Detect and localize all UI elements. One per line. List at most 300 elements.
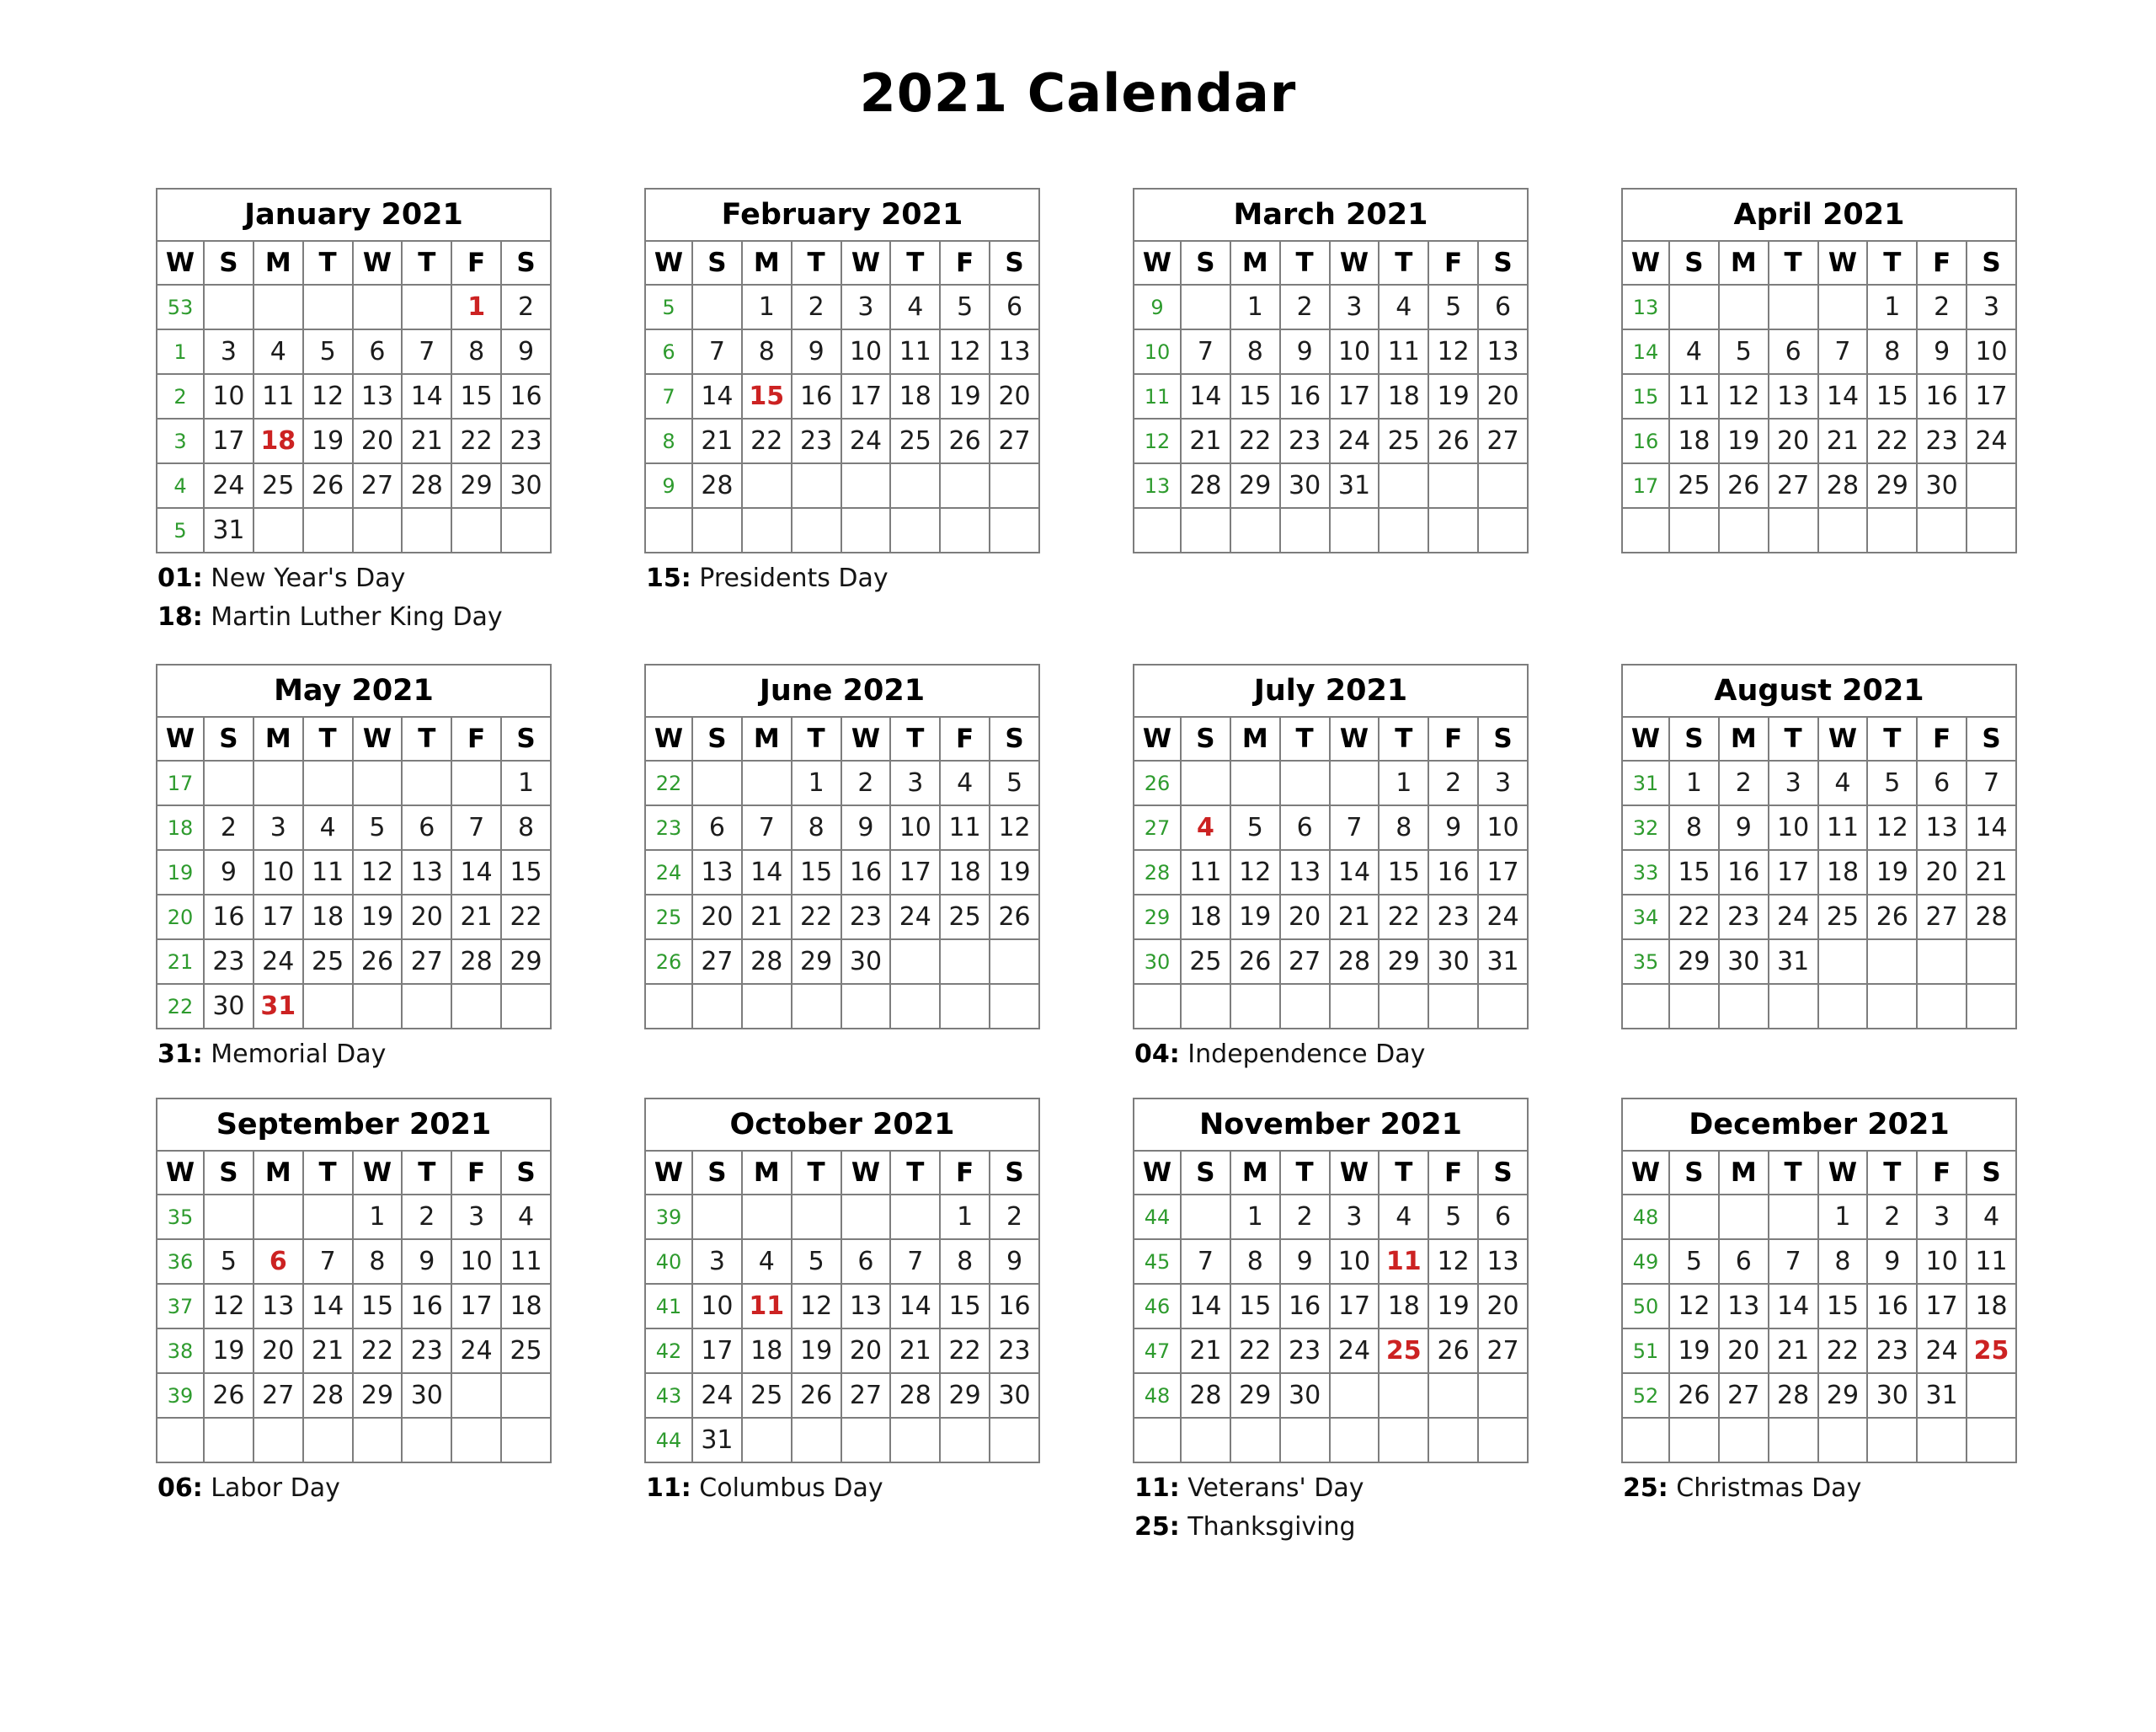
- day-cell: 11: [253, 374, 303, 419]
- day-cell: 24: [841, 419, 891, 463]
- weekday-header: M: [1230, 241, 1280, 285]
- day-cell: 23: [204, 939, 253, 984]
- week-number-cell: 23: [645, 805, 692, 850]
- day-cell: 19: [990, 850, 1039, 895]
- weekday-header: S: [501, 1151, 551, 1195]
- day-cell: 30: [1867, 1373, 1917, 1418]
- day-cell: [1280, 984, 1330, 1029]
- day-cell: 23: [1280, 1328, 1330, 1373]
- week-column-header: W: [1134, 1151, 1181, 1195]
- day-cell: 29: [1230, 463, 1280, 508]
- day-cell: 12: [303, 374, 353, 419]
- holiday-item: [646, 564, 1040, 594]
- day-cell: 21: [890, 1328, 940, 1373]
- day-cell: 23: [1428, 895, 1478, 939]
- day-cell: 10: [1478, 805, 1528, 850]
- week-row: [645, 1195, 1039, 1239]
- day-cell: 15: [940, 1284, 990, 1328]
- day-cell: 30: [1280, 463, 1330, 508]
- month-september: [156, 1098, 552, 1553]
- weekday-header-row: [1134, 717, 1528, 761]
- day-cell: 26: [792, 1373, 841, 1418]
- day-cell: [204, 1195, 253, 1239]
- day-cell-holiday: 11: [1379, 1239, 1428, 1284]
- day-cell: [1967, 463, 2016, 508]
- day-cell: 24: [1967, 419, 2016, 463]
- week-row: [1134, 508, 1528, 553]
- day-cell: 24: [1478, 895, 1528, 939]
- day-cell: 16: [1428, 850, 1478, 895]
- holiday-list-december: [1621, 1473, 2017, 1504]
- day-cell: 8: [1867, 329, 1917, 374]
- day-cell: [402, 285, 451, 329]
- day-cell: 28: [1330, 939, 1380, 984]
- day-cell: [303, 1195, 353, 1239]
- day-cell: [1967, 984, 2016, 1029]
- weekday-header: F: [451, 717, 501, 761]
- day-cell: 16: [792, 374, 841, 419]
- day-cell: [1280, 1418, 1330, 1462]
- day-cell: [1379, 1418, 1428, 1462]
- day-cell: 16: [402, 1284, 451, 1328]
- month-november: [1133, 1098, 1529, 1553]
- day-cell: 30: [1280, 1373, 1330, 1418]
- weekday-header: S: [1181, 241, 1230, 285]
- day-cell: 7: [1181, 329, 1230, 374]
- day-cell: 21: [1769, 1328, 1818, 1373]
- day-cell: [451, 761, 501, 805]
- week-row: [1134, 1328, 1528, 1373]
- day-cell: 6: [1478, 1195, 1528, 1239]
- day-cell: 2: [1280, 1195, 1330, 1239]
- week-number-cell: 36: [157, 1239, 204, 1284]
- week-row: [645, 895, 1039, 939]
- day-cell: 11: [501, 1239, 551, 1284]
- day-cell: 2: [1917, 285, 1967, 329]
- day-cell: 5: [353, 805, 403, 850]
- day-cell: 14: [692, 374, 742, 419]
- day-cell: 13: [1478, 1239, 1528, 1284]
- week-number-cell: 8: [645, 419, 692, 463]
- day-cell: 12: [792, 1284, 841, 1328]
- day-cell: 19: [204, 1328, 253, 1373]
- day-cell: 18: [1181, 895, 1230, 939]
- day-cell: 28: [303, 1373, 353, 1418]
- day-cell: [1181, 1418, 1230, 1462]
- day-cell: 21: [742, 895, 792, 939]
- week-number-cell: 26: [645, 939, 692, 984]
- day-cell: 3: [841, 285, 891, 329]
- day-cell: [1478, 508, 1528, 553]
- week-column-header: W: [157, 1151, 204, 1195]
- month-title-row: [1622, 189, 2016, 241]
- holiday-name: Labor Day: [202, 1473, 340, 1504]
- day-cell: 20: [1478, 374, 1528, 419]
- week-row: [645, 1373, 1039, 1418]
- week-row: [1622, 1284, 2016, 1328]
- weekday-header: W: [841, 241, 891, 285]
- day-cell: 7: [1967, 761, 2016, 805]
- day-cell: 2: [841, 761, 891, 805]
- month-table-february: [644, 188, 1040, 553]
- week-number-cell: 32: [1622, 805, 1669, 850]
- month-title-row: [645, 1099, 1039, 1151]
- weekday-header: S: [990, 717, 1039, 761]
- month-title: July 2021: [1134, 665, 1528, 717]
- month-title-row: [1622, 1099, 2016, 1151]
- day-cell: 19: [1719, 419, 1769, 463]
- day-cell: 11: [1967, 1239, 2016, 1284]
- day-cell: 23: [1917, 419, 1967, 463]
- month-june: [644, 664, 1040, 1098]
- month-title-row: [157, 1099, 551, 1151]
- week-column-header: W: [645, 717, 692, 761]
- day-cell: 7: [742, 805, 792, 850]
- week-number-cell: [645, 508, 692, 553]
- week-row: [645, 984, 1039, 1029]
- month-title-row: [1622, 665, 2016, 717]
- weekday-header: S: [990, 1151, 1039, 1195]
- week-number-cell: 37: [157, 1284, 204, 1328]
- week-number-cell: 14: [1622, 329, 1669, 374]
- day-cell: 17: [253, 895, 303, 939]
- day-cell: [1478, 1373, 1528, 1418]
- day-cell-holiday: 18: [253, 419, 303, 463]
- day-cell: 4: [742, 1239, 792, 1284]
- weekday-header: S: [1478, 717, 1528, 761]
- day-cell: 15: [353, 1284, 403, 1328]
- day-cell: 5: [1428, 1195, 1478, 1239]
- week-column-header: W: [645, 241, 692, 285]
- day-cell: [402, 508, 451, 553]
- holiday-day-label: 31:: [157, 1040, 203, 1070]
- day-cell: [303, 1418, 353, 1462]
- week-number-cell: 44: [645, 1418, 692, 1462]
- week-row: [645, 374, 1039, 419]
- day-cell: [1917, 984, 1967, 1029]
- week-number-cell: 39: [645, 1195, 692, 1239]
- day-cell: 13: [990, 329, 1039, 374]
- week-row: [645, 285, 1039, 329]
- day-cell: 27: [1280, 939, 1330, 984]
- weekday-header-row: [1134, 241, 1528, 285]
- day-cell: 3: [451, 1195, 501, 1239]
- day-cell: [1719, 1195, 1769, 1239]
- day-cell: [742, 508, 792, 553]
- day-cell: 25: [1181, 939, 1230, 984]
- weekday-header: T: [1280, 717, 1330, 761]
- week-row: [645, 850, 1039, 895]
- day-cell: 9: [501, 329, 551, 374]
- week-row: [1622, 1239, 2016, 1284]
- day-cell: 19: [1428, 1284, 1478, 1328]
- month-table-september: [156, 1098, 552, 1463]
- day-cell: [841, 463, 891, 508]
- day-cell: [1917, 939, 1967, 984]
- day-cell: 7: [890, 1239, 940, 1284]
- day-cell: 22: [353, 1328, 403, 1373]
- holiday-name: Memorial Day: [202, 1040, 387, 1070]
- day-cell: 20: [1917, 850, 1967, 895]
- day-cell: 17: [204, 419, 253, 463]
- weekday-header: S: [204, 241, 253, 285]
- day-cell: 8: [451, 329, 501, 374]
- day-cell: 17: [1967, 374, 2016, 419]
- day-cell: 21: [1967, 850, 2016, 895]
- month-title: August 2021: [1622, 665, 2016, 717]
- month-february: [644, 188, 1040, 664]
- day-cell: 7: [1181, 1239, 1230, 1284]
- week-row: [1622, 850, 2016, 895]
- holiday-list-november: [1133, 1473, 1529, 1542]
- week-number-cell: 41: [645, 1284, 692, 1328]
- week-row: [1134, 850, 1528, 895]
- week-number-cell: 10: [1134, 329, 1181, 374]
- week-row: [1134, 1284, 1528, 1328]
- week-number-cell: 52: [1622, 1373, 1669, 1418]
- day-cell: 9: [841, 805, 891, 850]
- week-number-cell: 7: [645, 374, 692, 419]
- weekday-header: T: [402, 241, 451, 285]
- day-cell: 10: [890, 805, 940, 850]
- day-cell: 20: [1280, 895, 1330, 939]
- weekday-header: T: [1379, 241, 1428, 285]
- day-cell: 7: [402, 329, 451, 374]
- holiday-day-label: 18:: [157, 602, 203, 633]
- day-cell: 31: [1478, 939, 1528, 984]
- day-cell: 18: [501, 1284, 551, 1328]
- week-row: [1134, 285, 1528, 329]
- week-row: [645, 761, 1039, 805]
- weekday-header: W: [1330, 241, 1380, 285]
- weekday-header: F: [451, 1151, 501, 1195]
- day-cell: 8: [1379, 805, 1428, 850]
- day-cell: 22: [1867, 419, 1917, 463]
- weekday-header: W: [1330, 1151, 1380, 1195]
- day-cell: 3: [1917, 1195, 1967, 1239]
- day-cell: [253, 1418, 303, 1462]
- day-cell: 27: [1478, 1328, 1528, 1373]
- week-row: [1622, 761, 2016, 805]
- week-number-cell: 34: [1622, 895, 1669, 939]
- holiday-day-label: 15:: [646, 564, 691, 594]
- day-cell: [1330, 508, 1380, 553]
- day-cell: [1379, 1373, 1428, 1418]
- day-cell: 3: [1967, 285, 2016, 329]
- weekday-header: T: [1867, 241, 1917, 285]
- holiday-item: [157, 1040, 552, 1070]
- day-cell: 6: [1719, 1239, 1769, 1284]
- week-row: [157, 850, 551, 895]
- day-cell: 1: [353, 1195, 403, 1239]
- day-cell: 30: [501, 463, 551, 508]
- day-cell: [841, 508, 891, 553]
- day-cell: 10: [1769, 805, 1818, 850]
- day-cell: [451, 984, 501, 1029]
- day-cell: 27: [402, 939, 451, 984]
- weekday-header: F: [940, 1151, 990, 1195]
- week-number-cell: 33: [1622, 850, 1669, 895]
- week-row: [1622, 374, 2016, 419]
- day-cell: 2: [1428, 761, 1478, 805]
- day-cell: 21: [1330, 895, 1380, 939]
- day-cell: 13: [1280, 850, 1330, 895]
- day-cell: [253, 285, 303, 329]
- day-cell-holiday: 11: [742, 1284, 792, 1328]
- day-cell: 30: [841, 939, 891, 984]
- day-cell: 3: [204, 329, 253, 374]
- day-cell: 14: [1330, 850, 1380, 895]
- day-cell: 11: [1379, 329, 1428, 374]
- week-row: [157, 939, 551, 984]
- day-cell: 21: [1181, 419, 1230, 463]
- week-row: [157, 1373, 551, 1418]
- day-cell: 2: [792, 285, 841, 329]
- weekday-header: T: [890, 717, 940, 761]
- day-cell: [1230, 508, 1280, 553]
- day-cell: 27: [253, 1373, 303, 1418]
- day-cell: 23: [1867, 1328, 1917, 1373]
- day-cell: 25: [1818, 895, 1868, 939]
- week-number-cell: 17: [157, 761, 204, 805]
- day-cell: 18: [1818, 850, 1868, 895]
- week-row: [1134, 1195, 1528, 1239]
- month-table-november: [1133, 1098, 1529, 1463]
- day-cell: 17: [841, 374, 891, 419]
- day-cell: 6: [692, 805, 742, 850]
- day-cell: 13: [1478, 329, 1528, 374]
- day-cell: [253, 1195, 303, 1239]
- day-cell: [692, 1195, 742, 1239]
- day-cell: [1669, 1195, 1719, 1239]
- day-cell: 5: [1428, 285, 1478, 329]
- day-cell: [1669, 508, 1719, 553]
- day-cell: [1230, 984, 1280, 1029]
- day-cell: 31: [1769, 939, 1818, 984]
- day-cell: 15: [451, 374, 501, 419]
- day-cell: [1181, 984, 1230, 1029]
- day-cell: 27: [1719, 1373, 1769, 1418]
- month-january: [156, 188, 552, 664]
- day-cell: 12: [204, 1284, 253, 1328]
- day-cell: [742, 984, 792, 1029]
- week-row: [1622, 1328, 2016, 1373]
- day-cell: 17: [1769, 850, 1818, 895]
- day-cell: 6: [990, 285, 1039, 329]
- weekday-header: M: [1719, 717, 1769, 761]
- day-cell: 28: [1818, 463, 1868, 508]
- holiday-name: Martin Luther King Day: [202, 602, 503, 633]
- week-number-cell: 13: [1134, 463, 1181, 508]
- day-cell: [353, 1418, 403, 1462]
- day-cell: 26: [1867, 895, 1917, 939]
- weekday-header: S: [1669, 241, 1719, 285]
- day-cell: [353, 761, 403, 805]
- weekday-header: T: [1280, 1151, 1330, 1195]
- week-column-header: W: [157, 241, 204, 285]
- day-cell: 14: [1818, 374, 1868, 419]
- month-may: [156, 664, 552, 1098]
- month-title: November 2021: [1134, 1099, 1528, 1151]
- week-number-cell: 45: [1134, 1239, 1181, 1284]
- day-cell: 10: [1967, 329, 2016, 374]
- day-cell: 6: [353, 329, 403, 374]
- day-cell: 19: [353, 895, 403, 939]
- day-cell: 20: [692, 895, 742, 939]
- week-number-cell: 2: [157, 374, 204, 419]
- holiday-item: [157, 564, 552, 594]
- day-cell: 8: [1230, 329, 1280, 374]
- day-cell: [792, 1195, 841, 1239]
- day-cell: 13: [1769, 374, 1818, 419]
- week-row: [1622, 1195, 2016, 1239]
- day-cell-holiday: 15: [742, 374, 792, 419]
- day-cell: [1818, 939, 1868, 984]
- weekday-header: T: [1769, 717, 1818, 761]
- month-table-march: [1133, 188, 1529, 553]
- weekday-header: T: [1867, 1151, 1917, 1195]
- holiday-day-label: 25:: [1623, 1473, 1668, 1504]
- day-cell: 5: [303, 329, 353, 374]
- day-cell: [501, 1418, 551, 1462]
- week-number-cell: [645, 984, 692, 1029]
- month-title: October 2021: [645, 1099, 1039, 1151]
- day-cell: 9: [990, 1239, 1039, 1284]
- day-cell: [990, 984, 1039, 1029]
- week-row: [1622, 1418, 2016, 1462]
- day-cell: 30: [990, 1373, 1039, 1418]
- day-cell: 23: [402, 1328, 451, 1373]
- day-cell: [1280, 761, 1330, 805]
- day-cell: 18: [1379, 1284, 1428, 1328]
- holiday-item: [1134, 1473, 1529, 1504]
- holiday-day-label: 04:: [1134, 1040, 1180, 1070]
- day-cell: 22: [792, 895, 841, 939]
- weekday-header-row: [645, 717, 1039, 761]
- day-cell: 9: [1280, 1239, 1330, 1284]
- day-cell: 29: [940, 1373, 990, 1418]
- day-cell: 17: [451, 1284, 501, 1328]
- day-cell: 17: [1330, 374, 1380, 419]
- holiday-day-label: 01:: [157, 564, 203, 594]
- day-cell: 1: [742, 285, 792, 329]
- week-number-cell: 24: [645, 850, 692, 895]
- week-row: [157, 984, 551, 1029]
- day-cell: [451, 1418, 501, 1462]
- day-cell: 7: [1769, 1239, 1818, 1284]
- day-cell: [253, 761, 303, 805]
- day-cell: 18: [1669, 419, 1719, 463]
- weekday-header: T: [890, 1151, 940, 1195]
- day-cell: 29: [451, 463, 501, 508]
- month-august: [1621, 664, 2017, 1098]
- day-cell: 4: [1379, 285, 1428, 329]
- week-column-header: W: [157, 717, 204, 761]
- day-cell: 16: [1867, 1284, 1917, 1328]
- day-cell: 2: [990, 1195, 1039, 1239]
- day-cell: [1769, 984, 1818, 1029]
- day-cell: [1330, 984, 1380, 1029]
- day-cell: [940, 984, 990, 1029]
- weekday-header: M: [253, 717, 303, 761]
- day-cell: 11: [303, 850, 353, 895]
- day-cell: [1181, 508, 1230, 553]
- week-row: [645, 508, 1039, 553]
- day-cell: 29: [1867, 463, 1917, 508]
- week-number-cell: 27: [1134, 805, 1181, 850]
- day-cell: 17: [1917, 1284, 1967, 1328]
- day-cell: 4: [1967, 1195, 2016, 1239]
